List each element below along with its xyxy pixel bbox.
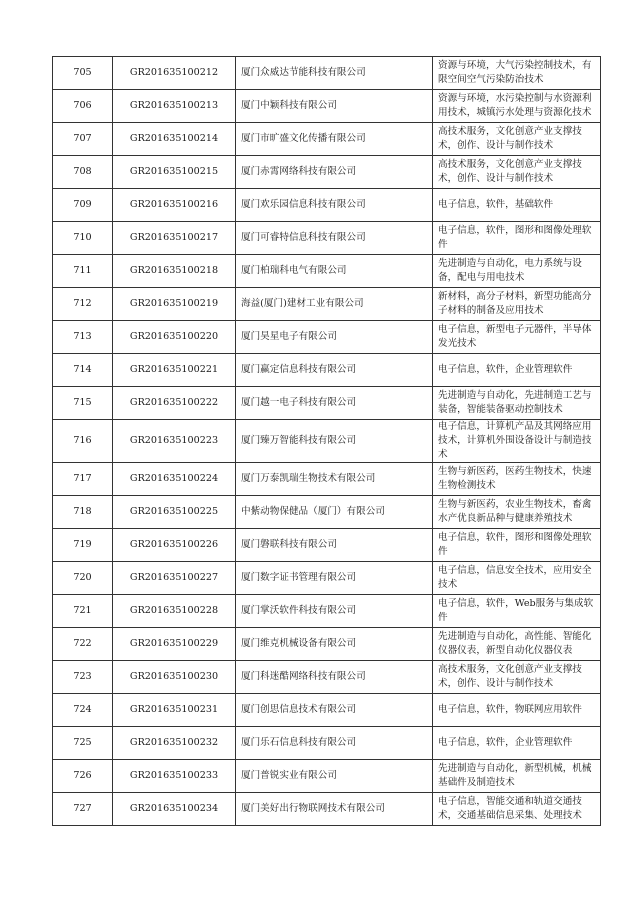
row-number-cell: 723 (53, 661, 113, 694)
table-row (53, 727, 601, 760)
table-row (53, 90, 601, 123)
row-number-cell: 717 (53, 463, 113, 496)
certificate-id-cell: GR201635100225 (113, 496, 236, 529)
row-number-cell: 710 (53, 222, 113, 255)
certificate-id-cell: GR201635100227 (113, 562, 236, 595)
company-name-cell: 厦门万泰凯瑞生物技术有限公司 (236, 463, 433, 496)
certificate-id-cell: GR201635100224 (113, 463, 236, 496)
row-number-cell: 725 (53, 727, 113, 760)
tech-field-cell: 先进制造与自动化，新型机械，机械基础件及制造技术 (433, 760, 601, 793)
company-name-cell: 厦门赤霄网络科技有限公司 (236, 156, 433, 189)
tech-field-cell: 资源与环境，水污染控制与水资源利用技术，城镇污水处理与资源化技术 (433, 90, 601, 123)
company-name-cell: 厦门众威达节能科技有限公司 (236, 57, 433, 90)
row-number-cell: 707 (53, 123, 113, 156)
row-number-cell: 714 (53, 354, 113, 387)
table-row (53, 496, 601, 529)
company-name-cell: 厦门乐石信息科技有限公司 (236, 727, 433, 760)
row-number-cell: 716 (53, 420, 113, 463)
table-row (53, 793, 601, 826)
company-name-cell: 厦门柏瑞科电气有限公司 (236, 255, 433, 288)
certificate-id-cell: GR201635100218 (113, 255, 236, 288)
tech-field-cell: 电子信息，软件，企业管理软件 (433, 727, 601, 760)
table-row (53, 387, 601, 420)
certificate-id-cell: GR201635100229 (113, 628, 236, 661)
row-number-cell: 712 (53, 288, 113, 321)
company-name-cell: 厦门美好出行物联网技术有限公司 (236, 793, 433, 826)
company-name-cell: 厦门创思信息技术有限公司 (236, 694, 433, 727)
company-name-cell: 厦门掌沃软件科技有限公司 (236, 595, 433, 628)
certificate-id-cell: GR201635100223 (113, 420, 236, 463)
tech-field-cell: 电子信息，软件，图形和图像处理软件 (433, 222, 601, 255)
row-number-cell: 711 (53, 255, 113, 288)
certificate-id-cell: GR201635100234 (113, 793, 236, 826)
certificate-id-cell: GR201635100221 (113, 354, 236, 387)
table-row (53, 255, 601, 288)
company-name-cell: 厦门赢定信息科技有限公司 (236, 354, 433, 387)
row-number-cell: 706 (53, 90, 113, 123)
table-row (53, 694, 601, 727)
certificate-id-cell: GR201635100220 (113, 321, 236, 354)
tech-field-cell: 电子信息，软件，图形和图像处理软件 (433, 529, 601, 562)
enterprise-list-table (52, 56, 601, 826)
tech-field-cell: 电子信息，智能交通和轨道交通技术，交通基础信息采集、处理技术 (433, 793, 601, 826)
certificate-id-cell: GR201635100212 (113, 57, 236, 90)
tech-field-cell: 生物与新医药，医药生物技术，快速生物检测技术 (433, 463, 601, 496)
table-row (53, 760, 601, 793)
table-row (53, 463, 601, 496)
company-name-cell: 厦门欢乐园信息科技有限公司 (236, 189, 433, 222)
certificate-id-cell: GR201635100215 (113, 156, 236, 189)
row-number-cell: 718 (53, 496, 113, 529)
tech-field-cell: 电子信息，软件，基础软件 (433, 189, 601, 222)
table-row (53, 123, 601, 156)
tech-field-cell: 电子信息，新型电子元器件，半导体发光技术 (433, 321, 601, 354)
row-number-cell: 715 (53, 387, 113, 420)
row-number-cell: 727 (53, 793, 113, 826)
company-name-cell: 厦门昊星电子有限公司 (236, 321, 433, 354)
row-number-cell: 705 (53, 57, 113, 90)
certificate-id-cell: GR201635100222 (113, 387, 236, 420)
tech-field-cell: 电子信息，计算机产品及其网络应用技术，计算机外围设备设计与制造技术 (433, 420, 601, 463)
row-number-cell: 713 (53, 321, 113, 354)
row-number-cell: 719 (53, 529, 113, 562)
table-row (53, 321, 601, 354)
table-row (53, 288, 601, 321)
company-name-cell: 厦门中颖科技有限公司 (236, 90, 433, 123)
table-row (53, 189, 601, 222)
row-number-cell: 709 (53, 189, 113, 222)
table-row (53, 156, 601, 189)
company-name-cell: 中紫动物保健品（厦门）有限公司 (236, 496, 433, 529)
row-number-cell: 722 (53, 628, 113, 661)
certificate-id-cell: GR201635100230 (113, 661, 236, 694)
row-number-cell: 724 (53, 694, 113, 727)
certificate-id-cell: GR201635100226 (113, 529, 236, 562)
company-name-cell: 厦门臻万智能科技有限公司 (236, 420, 433, 463)
tech-field-cell: 生物与新医药，农业生物技术，畜禽水产优良新品种与健康养殖技术 (433, 496, 601, 529)
tech-field-cell: 电子信息，软件，物联网应用软件 (433, 694, 601, 727)
row-number-cell: 708 (53, 156, 113, 189)
table-row (53, 420, 601, 463)
tech-field-cell: 高技术服务，文化创意产业支撑技术，创作、设计与制作技术 (433, 661, 601, 694)
tech-field-cell: 先进制造与自动化，电力系统与设备，配电与用电技术 (433, 255, 601, 288)
row-number-cell: 726 (53, 760, 113, 793)
certificate-id-cell: GR201635100216 (113, 189, 236, 222)
certificate-id-cell: GR201635100228 (113, 595, 236, 628)
company-name-cell: 海益(厦门)建材工业有限公司 (236, 288, 433, 321)
tech-field-cell: 高技术服务，文化创意产业支撑技术，创作、设计与制作技术 (433, 156, 601, 189)
company-name-cell: 厦门市旷盛文化传播有限公司 (236, 123, 433, 156)
table-row (53, 222, 601, 255)
company-name-cell: 厦门磐联科技有限公司 (236, 529, 433, 562)
company-name-cell: 厦门数字证书管理有限公司 (236, 562, 433, 595)
certificate-id-cell: GR201635100213 (113, 90, 236, 123)
tech-field-cell: 电子信息，软件，企业管理软件 (433, 354, 601, 387)
table-row (53, 661, 601, 694)
tech-field-cell: 高技术服务，文化创意产业支撑技术，创作、设计与制作技术 (433, 123, 601, 156)
certificate-id-cell: GR201635100233 (113, 760, 236, 793)
company-name-cell: 厦门越一电子科技有限公司 (236, 387, 433, 420)
table-row (53, 562, 601, 595)
company-name-cell: 厦门可睿特信息科技有限公司 (236, 222, 433, 255)
table-row (53, 628, 601, 661)
certificate-id-cell: GR201635100219 (113, 288, 236, 321)
company-name-cell: 厦门科迷酷网络科技有限公司 (236, 661, 433, 694)
table-row (53, 529, 601, 562)
certificate-id-cell: GR201635100232 (113, 727, 236, 760)
tech-field-cell: 新材料，高分子材料，新型功能高分子材料的制备及应用技术 (433, 288, 601, 321)
table-body (53, 57, 601, 826)
company-name-cell: 厦门维克机械设备有限公司 (236, 628, 433, 661)
tech-field-cell: 资源与环境，大气污染控制技术，有限空间空气污染防治技术 (433, 57, 601, 90)
certificate-id-cell: GR201635100231 (113, 694, 236, 727)
table-row (53, 354, 601, 387)
certificate-id-cell: GR201635100214 (113, 123, 236, 156)
company-name-cell: 厦门普锐实业有限公司 (236, 760, 433, 793)
tech-field-cell: 先进制造与自动化，先进制造工艺与装备，智能装备驱动控制技术 (433, 387, 601, 420)
row-number-cell: 721 (53, 595, 113, 628)
tech-field-cell: 电子信息，软件，Web服务与集成软件 (433, 595, 601, 628)
row-number-cell: 720 (53, 562, 113, 595)
certificate-id-cell: GR201635100217 (113, 222, 236, 255)
tech-field-cell: 先进制造与自动化，高性能、智能化仪器仪表，新型自动化仪器仪表 (433, 628, 601, 661)
table-row (53, 57, 601, 90)
tech-field-cell: 电子信息，信息安全技术，应用安全技术 (433, 562, 601, 595)
table-row (53, 595, 601, 628)
